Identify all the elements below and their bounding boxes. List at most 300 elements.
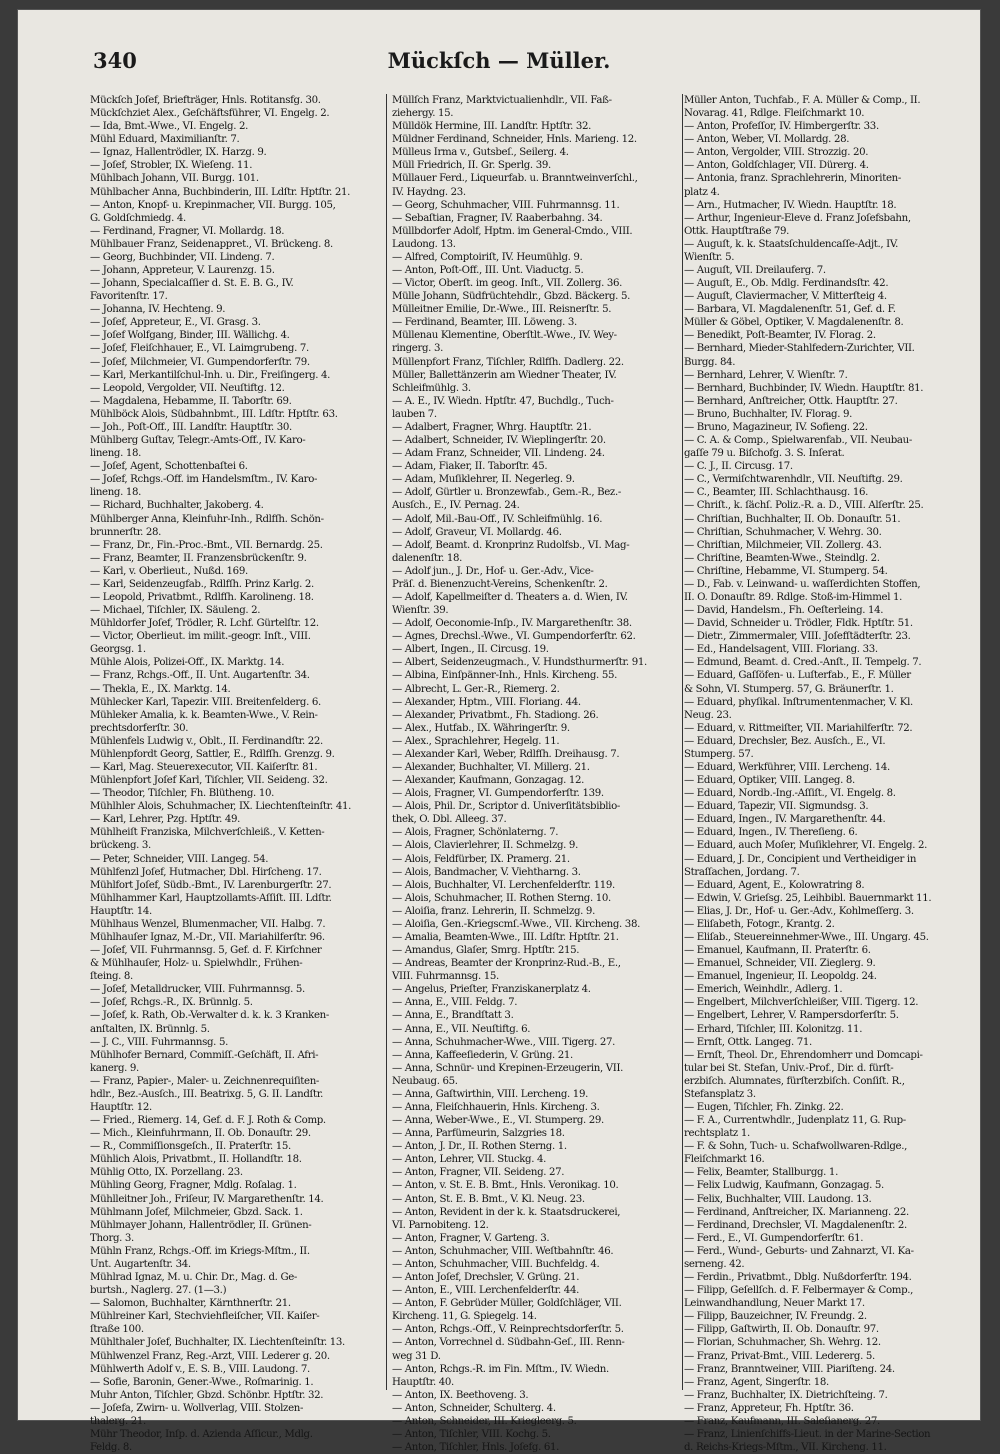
directory-entry-line: — C. A. & Comp., Spielwarenfab., VII. Neubau-: [684, 435, 912, 447]
directory-entry-line: Mühlbach Johann, VII. Burgg. 101.: [90, 173, 259, 185]
directory-entry-line: — Anton, Schuhmacher, VIII. Buchfeldg. 4.: [392, 1258, 600, 1270]
directory-entry-line: — Engelbert, Lehrer, V. Rampersdorferſtr. 5.: [684, 1010, 899, 1022]
directory-entry-line: — Eduard, J. Dr., Concipient und Vertheidiger in: [684, 853, 917, 865]
directory-entry-line: Mühlböck Alois, Südbahnbmt., III. Ldſtr. Hptſtr. 63.: [90, 408, 338, 420]
directory-entry-line: — Magdalena, Hebamme, II. Taborſtr. 69.: [90, 395, 292, 407]
directory-entry-line: — Andreas, Beamter der Kronprinz-Rud.-B., E.,: [392, 958, 621, 970]
directory-entry-line: — Adam, Fiaker, II. Taborſtr. 45.: [392, 461, 548, 473]
directory-entry-line: — Anna, E., Brandſtatt 3.: [392, 1010, 514, 1022]
directory-entry-line: — Karl, Seidenzeugfab., Rdlfſh. Prinz Karlg. 2.: [90, 578, 314, 590]
directory-entry-line: Ottk. Hauptſtraße 79.: [684, 225, 790, 237]
directory-entry-line: Müller Anton, Tuchfab., F. A. Müller & Comp., II.: [684, 95, 921, 106]
directory-entry-line: — Franz, Rchgs.-Off., II. Unt. Augartenſtr. 34.: [90, 670, 310, 682]
directory-entry-line: — Franz, Beamter, II. Franzensbrückenſtr. 9.: [90, 552, 307, 564]
directory-entry-line: — Chriſtian, Buchhalter, II. Ob. Donauſtr. 51.: [684, 513, 901, 525]
directory-entry-line: Präſ. d. Bienenzucht-Vereins, Schenkenſtr. 2.: [392, 578, 608, 590]
directory-entry-line: Favoritenſtr. 17.: [90, 291, 168, 303]
directory-entry-line: — Eduard, Tapezir, VII. Sigmundsg. 3.: [684, 801, 869, 813]
directory-entry-line: — Ferdinand, Fragner, VI. Mollardg. 18.: [90, 225, 285, 237]
directory-entry-line: — Felix, Buchhalter, VIII. Laudong. 13.: [684, 1193, 872, 1205]
directory-entry-line: ſtraße 100.: [90, 1324, 144, 1336]
directory-entry-line: — Eduard, Drechsler, Bez. Ausſch., E., VI.: [684, 735, 886, 747]
directory-entry-line: Mühlenfels Ludwig v., Oblt., II. Ferdinandſtr. 22.: [90, 735, 323, 747]
directory-entry-line: Mühlrad Ignaz, M. u. Chir. Dr., Mag. d. Ge-: [90, 1272, 298, 1284]
directory-entry-line: Ausſch., E., IV. Pernag. 24.: [392, 500, 520, 512]
directory-entry-line: — Karl, Lehrer, Pzg. Hptſtr. 49.: [90, 814, 241, 826]
directory-entry-line: — Adolf, Kapellmeiſter d. Theaters a. d. Wien, IV.: [392, 591, 628, 603]
directory-entry-line: Neug. 23.: [684, 709, 732, 721]
directory-entry-line: Müllbdorfer Adolf, Hptm. im General-Cmdo., VIII.: [392, 225, 633, 237]
directory-entry-line: — A. E., IV. Wiedn. Hptſtr. 47, Buchdlg., Tuch-: [392, 395, 614, 407]
directory-entry-line: — Alois, Schuhmacher, II. Rothen Sterng. 10.: [392, 892, 611, 904]
directory-entry-line: — Agnes, Drechsl.-Wwe., VI. Gumpendorferſtr. 62.: [392, 631, 636, 643]
directory-entry-line: — Chriſtian, Milchmeier, VII. Zollerg. 43.: [684, 539, 882, 551]
directory-entry-line: — Aloiſia, franz. Lehrerin, II. Schmelzg. 9.: [392, 905, 595, 917]
directory-entry-line: Wienſtr. 5.: [684, 251, 735, 263]
directory-entry-line: brunnerſtr. 28.: [90, 526, 162, 538]
directory-entry-line: Mühlthaler Joſef, Buchhalter, IX. Liechtenſteinſtr. 13.: [90, 1337, 345, 1349]
directory-entry-line: — Anton, Schuhmacher, VIII. Weſtbahnſtr. 46.: [392, 1245, 614, 1257]
directory-entry-line: Fleiſchmarkt 16.: [684, 1154, 765, 1166]
directory-entry-line: Müll Friedrich, II. Gr. Sperlg. 39.: [392, 160, 551, 172]
directory-entry-line: — Alois, Clavierlehrer, II. Schmelzg. 9.: [392, 840, 578, 852]
directory-entry-line: — Dietr., Zimmermaler, VIII. Joſefſtädterſtr. 23.: [684, 631, 911, 643]
directory-entry-line: — Eduard, Ingen., IV. Margarethenſtr. 44.: [684, 814, 886, 826]
directory-entry-line: — Alois, Buchhalter, VI. Lerchenfelderſtr. 119.: [392, 879, 615, 891]
directory-entry-line: Muhr Anton, Tiſchler, Gbzd. Schönbr. Hptſtr. 32.: [90, 1389, 324, 1401]
directory-entry-line: — Eduard, auch Moſer, Muſiklehrer, VI. Engelg. 2.: [684, 840, 928, 852]
page-number: 340: [93, 48, 137, 73]
directory-entry-line: — Ed., Handelsagent, VIII. Floriang. 33.: [684, 644, 878, 656]
directory-entry-line: Mühlmann Joſef, Milchmeier, Gbzd. Sack. 1.: [90, 1206, 303, 1218]
directory-entry-line: — Eduard, Ingen., IV. Thereſieng. 6.: [684, 827, 858, 839]
directory-entry-line: — Johann, Appreteur, V. Laurenzg. 15.: [90, 265, 275, 277]
directory-entry-line: — Anton, Fragner, V. Garteng. 3.: [392, 1232, 550, 1244]
directory-entry-line: — Alexander, Kaufmann, Gonzagag. 12.: [392, 775, 585, 787]
directory-entry-line: dalenenſtr. 18.: [392, 552, 463, 564]
directory-entry-line: — Anna, Schnür- und Krepinen-Erzeugerin, VII.: [392, 1062, 624, 1074]
directory-entry-line: — Alois, Feldfürber, IX. Pramerg. 21.: [392, 853, 570, 865]
directory-entry-line: — Bruno, Buchhalter, IV. Florag. 9.: [684, 408, 853, 420]
directory-entry-line: — Emanuel, Kaufmann, II. Praterſtr. 6.: [684, 945, 871, 957]
directory-entry-line: — Joſefa, Zwirn- u. Wollverlag, VIII. Stolzen-: [90, 1402, 304, 1414]
directory-entry-line: Mühlreiner Karl, Stechviehfleiſcher, VII. Kaiſer-: [90, 1311, 320, 1323]
directory-entry-line: Mühlenpfort Joſef Karl, Tiſchler, VII. Seideng. 32.: [90, 775, 328, 787]
directory-entry-line: — Anton, Profeſſor, IV. Himbergerſtr. 33.: [684, 121, 879, 133]
directory-entry-line: Mühlhaus Wenzel, Blumenmacher, VII. Halbg. 7.: [90, 918, 326, 930]
running-title: Mückſch — Müller.: [387, 48, 611, 73]
directory-entry-line: Stumperg. 57.: [684, 748, 754, 760]
directory-entry-line: Mühlheiſt Franziska, Milchverſchleiß., V. Ketten-: [90, 827, 325, 839]
directory-entry-line: — Bernhard, Anſtreicher, Ottk. Hauptſtr. 27.: [684, 395, 898, 407]
directory-entry-line: Mülleus Irma v., Gutsbeſ., Seilerg. 4.: [392, 147, 569, 159]
directory-entry-line: Mühlfort Joſef, Südb.-Bmt., IV. Larenburgerſtr. 27.: [90, 879, 332, 891]
directory-entry-line: — Anton, Goldſchlager, VII. Dürerg. 4.: [684, 160, 869, 172]
directory-entry-line: — Eliſab., Steuereinnehmer-Wwe., III. Ungarg. 45.: [684, 932, 929, 943]
directory-entry-line: — Eliſabeth, Fotogr., Krantg. 2.: [684, 918, 835, 930]
directory-entry-line: — Adolf jun., J. Dr., Hof- u. Ger.-Adv., Vice-: [392, 565, 594, 577]
directory-entry-line: — Anton Joſef, Drechsler, V. Grüng. 21.: [392, 1272, 580, 1284]
directory-entry-line: Mühling Georg, Fragner, Mdlg. Roſalag. 1.: [90, 1180, 297, 1192]
directory-entry-line: — Victor, Oberſt. im geog. Inſt., VII. Zollerg. 36.: [392, 278, 622, 290]
directory-entry-line: Mühlberg Guſtav, Telegr.-Amts-Off., IV. Karo-: [90, 435, 306, 447]
directory-entry-line: — Franz, Privat-Bmt., VIII. Ledererg. 5.: [684, 1350, 875, 1362]
directory-entry-line: — David, Schneider u. Trödler, Fldk. Hptſtr. 51.: [684, 618, 913, 630]
directory-entry-line: — Albert, Ingen., II. Circusg. 19.: [392, 644, 549, 656]
directory-entry-line: VI. Parnobiteng. 12.: [392, 1219, 489, 1231]
directory-entry-line: lineng. 18.: [90, 448, 142, 460]
directory-entry-line: — Ferd., E., VI. Gumpendorferſtr. 61.: [684, 1232, 864, 1244]
directory-entry-line: — Sofie, Baronin, Gener.-Wwe., Roſmarinig. 1.: [90, 1376, 314, 1388]
directory-entry-line: Wienſtr. 39.: [392, 605, 449, 617]
directory-entry-line: — Michael, Tiſchler, IX. Säuleng. 2.: [90, 605, 261, 617]
directory-entry-line: Müller & Göbel, Optiker, V. Magdalenenſtr. 8.: [684, 317, 904, 329]
directory-entry-line: Mühlfenzl Joſef, Hutmacher, Dbl. Hirſcheng. 17.: [90, 866, 322, 878]
directory-entry-line: — Anna, E., VIII. Feldg. 7.: [392, 997, 518, 1009]
directory-entry-line: — Anton, Lehrer, VII. Stuckg. 4.: [392, 1154, 547, 1166]
directory-entry-line: — Joſef, VII. Fuhrmannsg. 5, Gef. d. F. Kirſchner: [90, 945, 322, 957]
directory-entry-line: — Joſef Wolfgang, Binder, III. Wällichg. 4.: [90, 330, 290, 342]
directory-entry-line: — Anna, Kaffeeſiederin, V. Grüng. 21.: [392, 1049, 573, 1061]
directory-entry-line: Burgg. 84.: [684, 356, 736, 368]
directory-entry-line: — Bernhard, Buchbinder, IV. Wiedn. Hauptſtr. 81.: [684, 382, 924, 394]
directory-entry-line: Mühleker Amalia, k. k. Beamten-Wwe., V. Rein-: [90, 709, 318, 721]
directory-entry-line: — Anton, Tiſchler, Hnls. Joſefg. 61.: [392, 1442, 560, 1454]
directory-entry-line: — Alexander, Hptm., VIII. Floriang. 44.: [392, 696, 581, 708]
directory-entry-line: & Mühlhauſer, Holz- u. Spielwhdlr., Frühen-: [90, 958, 303, 970]
directory-entry-line: — Bernhard, Mieder-Stahlfedern-Zurichter, VII.: [684, 343, 915, 355]
directory-entry-line: — Ferdinand, Drechsler, VI. Magdalenenſtr. 2.: [684, 1219, 907, 1231]
directory-entry-line: — Johanna, IV. Hechteng. 9.: [90, 304, 226, 316]
directory-entry-line: — Anton, Rchgs.-R. im Fin. Mſtm., IV. Wiedn.: [392, 1363, 609, 1375]
directory-entry-line: — Alois, Bandmacher, V. Viehtharng. 3.: [392, 866, 581, 878]
directory-entry-line: — Alois, Phil. Dr., Scriptor d. Univerſitätsbiblio-: [392, 801, 620, 813]
directory-entry-line: Mühln Franz, Rchgs.-Off. im Kriegs-Mſtm., II.: [90, 1245, 310, 1257]
directory-entry-line: hdlr., Bez.-Ausſch., III. Beatrixg. 5, G. II. Landſtr.: [90, 1088, 323, 1100]
directory-entry-line: & Sohn, VI. Stumperg. 57, G. Bräunerſtr. 1.: [684, 683, 894, 695]
directory-entry-line: VIII. Fuhrmannsg. 15.: [392, 971, 499, 983]
directory-entry-line: — Adolf, Beamt. d. Kronprinz Rudolfsb., VI. Mag-: [392, 539, 630, 551]
directory-entry-line: — Arthur, Ingenieur-Eleve d. Franz Joſefsbahn,: [684, 212, 911, 224]
directory-entry-line: — Felix, Beamter, Stallburgg. 1.: [684, 1167, 838, 1179]
directory-entry-line: — Thekla, E., IX. Marktg. 14.: [90, 683, 231, 695]
directory-entry-line: Mühldorfer Joſef, Trödler, R. Lchf. Gürtelſtr. 12.: [90, 618, 319, 630]
directory-entry-line: Müllauer Ferd., Liqueurfab. u. Branntweinverſchl.,: [392, 173, 638, 185]
directory-entry-line: — Alex., Sprachlehrer, Hegelg. 11.: [392, 735, 560, 747]
directory-entry-line: — Anton, Fragner, VII. Seideng. 27.: [392, 1167, 565, 1179]
directory-entry-line: — R., Commiſſionsgeſch., II. Praterſtr. 15.: [90, 1141, 291, 1153]
directory-entry-line: — Anton, E., VIII. Lerchenfelderſtr. 44.: [392, 1285, 579, 1297]
directory-entry-line: — Albert, Seidenzeugmach., V. Hundsthurmerſtr. 91.: [392, 657, 647, 669]
directory-entry-line: — Fried., Riemerg. 14, Gef. d. F. J. Roth & Comp.: [90, 1115, 326, 1127]
directory-entry-line: — Ignaz, Hallentrödler, IX. Harzg. 9.: [90, 147, 267, 159]
directory-entry-line: — Adolf, Oeconomie-Inſp., IV. Margarethenſtr. 38.: [392, 618, 632, 630]
directory-entry-line: Hauptſtr. 40.: [392, 1376, 454, 1388]
directory-entry-line: Mühlwerth Adolf v., E. S. B., VIII. Laudong. 7.: [90, 1363, 310, 1375]
directory-entry-line: Feldg. 8.: [90, 1442, 132, 1454]
directory-entry-line: prechtsdorferſtr. 30.: [90, 722, 189, 734]
directory-entry-line: — F. & Sohn, Tuch- u. Schafwollwaren-Rdlge.,: [684, 1141, 907, 1153]
directory-entry-line: — Chriſtine, Hebamme, VI. Stumperg. 54.: [684, 565, 888, 577]
directory-entry-line: Stefansplatz 3.: [684, 1088, 756, 1100]
directory-entry-line: Mühlberger Anna, Kleinfuhr-Inh., Rdlfſh. Schön-: [90, 513, 324, 525]
directory-entry-line: — Joſef, Rchgs.-Off. im Handelsmſtm., IV. Karo-: [90, 474, 318, 486]
directory-entry-line: Mückſchziet Alex., Geſchäftsführer, VI. Engelg. 2.: [90, 108, 330, 120]
directory-entry-line: IV. Haydng. 23.: [392, 186, 466, 198]
directory-entry-line: Laudong. 13.: [392, 238, 456, 250]
directory-entry-line: — Chriſtian, Schuhmacher, V. Wehrg. 30.: [684, 526, 882, 538]
directory-entry-line: — Ferdin., Privatbmt., Dblg. Nußdorferſtr. 194.: [684, 1272, 912, 1284]
directory-entry-line: — Eduard, phyſikal. Inſtrumentenmacher, V. Kl.: [684, 696, 913, 708]
directory-entry-line: Unt. Augartenſtr. 34.: [90, 1258, 191, 1270]
directory-entry-line: — Adolf, Mil.-Bau-Off., IV. Schleifmühlg. 16.: [392, 513, 603, 525]
directory-entry-line: — Auguſt, Claviermacher, V. Mitterſteig 4.: [684, 291, 887, 303]
directory-entry-line: — Anton, Schneider, III. Kriegleerg. 5.: [392, 1415, 577, 1427]
directory-entry-line: Mühlenpfordt Georg, Sattler, E., Rdlfſh. Grenzg. 9.: [90, 748, 335, 760]
directory-entry-line: ringerg. 3.: [392, 343, 443, 355]
directory-entry-line: Mühlecker Karl, Tapezir. VIII. Breitenfelderg. 6.: [90, 696, 321, 708]
directory-entry-line: — Filipp, Gaſtwirth, II. Ob. Donauſtr. 97.: [684, 1324, 879, 1336]
directory-entry-line: — Anton, St. E. B. Bmt., V. Kl. Neug. 23.: [392, 1193, 585, 1205]
directory-entry-line: — J. C., VIII. Fuhrmannsg. 5.: [90, 1036, 228, 1048]
directory-entry-line: — Mich., Kleinfuhrmann, II. Ob. Donauſtr. 29.: [90, 1128, 311, 1140]
directory-entry-line: Mühlhammer Karl, Hauptzollamts-Aſſiſt. III. Ldſtr.: [90, 892, 332, 904]
directory-entry-line: brückeng. 3.: [90, 840, 151, 852]
directory-entry-line: — Ernſt, Ottk. Langeg. 71.: [684, 1036, 812, 1048]
directory-entry-line: — Karl, Merkantilſchul-Inh. u. Dir., Freiſingerg. 4.: [90, 369, 331, 381]
directory-entry-line: — Franz, Appreteur, Fh. Hptſtr. 36.: [684, 1402, 854, 1414]
directory-entry-line: Müllſch Franz, Marktvictualienhdlr., VII. Faß-: [392, 95, 612, 106]
directory-entry-line: Mühlbauer Franz, Seidenappret., VI. Brückeng. 8.: [90, 238, 333, 250]
page-header: [18, 48, 980, 78]
directory-entry-line: — Alfred, Comptoiriſt, IV. Heumühlg. 9.: [392, 251, 583, 263]
directory-entry-line: — Franz, Papier-, Maler- u. Zeichnenrequiſiten-: [90, 1075, 320, 1087]
directory-entry-line: — Karl, Mag. Steuerexecutor, VII. Kaiſerſtr. 81.: [90, 761, 318, 773]
directory-entry-line: — Florian, Schuhmacher, Sh. Wehrg. 12.: [684, 1337, 881, 1349]
directory-entry-line: — Adam Franz, Schneider, VII. Lindeng. 24.: [392, 448, 605, 460]
directory-entry-line: — Franz, Linienſchiffs-Lieut. in der Marine-Section: [684, 1428, 931, 1440]
directory-entry-line: II. O. Donauſtr. 89. Rdlge. Stoß-im-Himmel 1.: [684, 591, 903, 603]
directory-entry-line: — Chriſtine, Beamten-Wwe., Steindlg. 2.: [684, 552, 880, 564]
directory-entry-line: — Sebaſtian, Fragner, IV. Raaberbahng. 34.: [392, 212, 603, 224]
directory-entry-line: ſteing. 8.: [90, 971, 133, 983]
directory-entry-line: — Felix Ludwig, Kaufmann, Gonzagag. 5.: [684, 1180, 884, 1192]
directory-entry-line: burtsh., Naglerg. 27. (1—3.): [90, 1285, 227, 1297]
directory-entry-line: — Emerich, Weinhdlr., Adlerg. 1.: [684, 984, 843, 996]
directory-entry-line: — Adam, Muſiklehrer, II. Negerleg. 9.: [392, 474, 575, 486]
directory-entry-line: — Johann, Specialcaſſier d. St. E. B. G., IV.: [90, 278, 294, 290]
directory-entry-line: Müldner Ferdinand, Schneider, Hnls. Marieng. 12.: [392, 134, 637, 146]
directory-entry-line: rechtsplatz 1.: [684, 1128, 750, 1140]
directory-entry-line: Müllenpfort Franz, Tiſchler, Rdlfſh. Dadlerg. 22.: [392, 356, 624, 368]
directory-entry-line: — Adolf, Graveur, VI. Mollardg. 46.: [392, 526, 562, 538]
directory-entry-line: Mühlhofer Bernard, Commiſſ.-Geſchäft, II. Afri-: [90, 1049, 319, 1061]
directory-entry-line: — Chriſt., k. ſächſ. Poliz.-R. a. D., VIII. Alſerſtr. 25.: [684, 500, 924, 512]
directory-entry-line: — Arn., Hutmacher, IV. Wiedn. Hauptſtr. 18.: [684, 199, 897, 211]
directory-entry-line: — Alois, Fragner, VI. Gumpendorferſtr. 139.: [392, 788, 604, 800]
directory-entry-line: thalerg. 21.: [90, 1415, 146, 1427]
directory-entry-line: — Leopold, Vergolder, VII. Neuſtiftg. 12.: [90, 382, 285, 394]
directory-entry-line: — Karl, v. Oberlieut., Nußd. 169.: [90, 565, 248, 577]
directory-entry-line: — Anton, Knopf- u. Krepinmacher, VII. Burgg. 105,: [90, 199, 336, 211]
directory-entry-line: — C., Vermiſchtwarenhdlr., VII. Neuſtiftg. 29.: [684, 474, 903, 486]
directory-entry-line: Mückſch Joſef, Briefträger, Hnls. Rotitansfg. 30.: [90, 95, 321, 106]
directory-entry-line: — Amandus, Glaſer, Smrg. Hptſtr. 215.: [392, 945, 580, 957]
directory-entry-line: — Benedikt, Poſt-Beamter, IV. Florag. 2.: [684, 330, 876, 342]
directory-entry-line: — Bruno, Magazineur, IV. Sofieng. 22.: [684, 421, 868, 433]
directory-entry-line: Mühlwenzel Franz, Reg.-Arzt, VIII. Lederer g. 20.: [90, 1350, 330, 1362]
directory-entry-line: — Amalia, Beamten-Wwe., III. Ldſtr. Hptſtr. 21.: [392, 932, 619, 943]
directory-entry-line: — Anton, F. Gebrüder Müller, Goldſchläger, VII.: [392, 1298, 622, 1310]
directory-entry-line: — C., Beamter, III. Schlachthausg. 16.: [684, 487, 868, 499]
directory-entry-line: weg 31 D.: [392, 1350, 441, 1362]
directory-entry-line: — Eduard, Gaſſöfen- u. Luſterfab., E., F. Müller: [684, 670, 911, 682]
directory-entry-line: — Victor, Oberlieut. im milit.-geogr. Inſt., VIII.: [90, 631, 311, 643]
directory-entry-line: lauben 7.: [392, 408, 437, 420]
directory-entry-line: gaſſe 79 u. Biſchofg. 3. S. Inſerat.: [684, 448, 845, 460]
column-divider-left: [386, 94, 387, 1390]
directory-entry-line: Leinwandhandlung, Neuer Markt 17.: [684, 1298, 865, 1310]
directory-entry-line: — Leopold, Privatbmt., Rdlfſh. Karolineng. 18.: [90, 591, 314, 603]
directory-entry-line: — Barbara, VI. Magdalenenſtr. 51, Gef. d. F.: [684, 304, 896, 316]
directory-entry-line: — Anton, v. St. E. B. Bmt., Hnls. Veronikag. 10.: [392, 1180, 619, 1192]
directory-entry-line: — Joſef, Metalldrucker, VIII. Fuhrmannsg. 5.: [90, 984, 305, 996]
directory-entry-line: — Joſef, Strobler, IX. Wieſeng. 11.: [90, 160, 253, 172]
directory-entry-line: — Alexander, Buchhalter, VI. Millerg. 21.: [392, 761, 590, 773]
directory-entry-line: — Edmund, Beamt. d. Cred.-Anſt., II. Tempelg. 7.: [684, 657, 922, 669]
directory-entry-line: Müller, Ballettänzerin am Wiedner Theater, IV.: [392, 369, 617, 381]
directory-entry-line: — Franz, Branntweiner, VIII. Piariſteng. 24.: [684, 1363, 895, 1375]
directory-page: [18, 10, 980, 1454]
directory-entry-line: — Anton, Poſt-Off., III. Unt. Viaductg. 5.: [392, 265, 584, 277]
directory-entry-line: — Alexander Karl, Weber, Rdlfſh. Dreihausg. 7.: [392, 748, 620, 760]
directory-entry-line: — Joh., Poſt-Off., III. Landſtr. Hauptſtr. 30.: [90, 421, 292, 433]
directory-entry-line: Mühlich Alois, Privatbmt., II. Hollandſtr. 18.: [90, 1154, 302, 1166]
directory-entry-line: — Anton, Vergolder, VIII. Strozzig. 20.: [684, 147, 869, 159]
directory-entry-line: — Emanuel, Schneider, VII. Zieglerg. 9.: [684, 958, 876, 970]
directory-entry-line: — Auguſt, k. k. Staatsſchuldencaſſe-Adjt., IV.: [684, 238, 898, 250]
directory-entry-line: — Anton, Rchgs.-Off., V. Reinprechtsdorferſtr. 5.: [392, 1324, 624, 1336]
directory-entry-line: — Engelbert, Milchverſchleißer, VIII. Tigerg. 12.: [684, 997, 919, 1009]
directory-entry-line: — Franz, Dr., Fin.-Proc.-Bmt., VII. Bernardg. 25.: [90, 539, 323, 551]
directory-entry-line: — Antonia, franz. Sprachlehrerin, Minoriten-: [684, 173, 901, 185]
directory-entry-line: G. Goldſchmiedg. 4.: [90, 212, 186, 224]
directory-entry-line: Schleifmühlg. 3.: [392, 382, 471, 394]
directory-entry-line: — Anna, Schuhmacher-Wwe., VIII. Tigerg. 27.: [392, 1036, 616, 1048]
directory-entry-line: — Anna, Weber-Wwe., E., VI. Stumperg. 29.: [392, 1115, 604, 1127]
directory-entry-line: — Auguſt, VII. Dreilauferg. 7.: [684, 265, 826, 277]
directory-entry-line: — Albrecht, L. Ger.-R., Riemerg. 2.: [392, 683, 560, 695]
directory-entry-line: — Anton, Tiſchler, VIII. Kochg. 5.: [392, 1428, 551, 1440]
directory-entry-line: — Anna, Parfümeurin, Salzgries 18.: [392, 1128, 565, 1140]
directory-entry-line: Novarag. 41, Rdlge. Fleiſchmarkt 10.: [684, 108, 865, 120]
directory-entry-line: — Edwin, V. Grieſsg. 25, Leihbibl. Bauernmarkt 11.: [684, 892, 932, 904]
directory-entry-line: — D., Fab. v. Leinwand- u. waſſerdichten Stoffen,: [684, 578, 921, 590]
directory-entry-line: — Georg, Schuhmacher, VIII. Fuhrmannsg. 11.: [392, 199, 620, 211]
directory-entry-line: Thorg. 3.: [90, 1232, 134, 1244]
directory-entry-line: — Eduard, Nordb.-Ing.-Aſſiſt., VI. Engelg. 8.: [684, 788, 896, 800]
directory-entry-line: — Ida, Bmt.-Wwe., VI. Engelg. 2.: [90, 121, 249, 133]
directory-entry-line: — Adalbert, Fragner, Whrg. Hauptſtr. 21.: [392, 421, 592, 433]
directory-entry-line: Hauptſtr. 14.: [90, 905, 152, 917]
directory-entry-line: — Bernhard, Lehrer, V. Wienſtr. 7.: [684, 369, 848, 381]
directory-entry-line: — Adolf, Gürtler u. Bronzewfab., Gem.-R., Bez.-: [392, 487, 621, 499]
directory-entry-line: — Anton, Schneider, Schulterg. 4.: [392, 1402, 556, 1414]
directory-entry-line: — Joſef, Rchgs.-R., IX. Brünnlg. 5.: [90, 997, 253, 1009]
directory-entry-line: — Joſef, Fleiſchhauer, E., VI. Laimgrubeng. 7.: [90, 343, 309, 355]
directory-entry-line: — Joſef, Agent, Schottenbaſtei 6.: [90, 461, 248, 473]
directory-entry-line: — Eugen, Tiſchler, Fh. Zinkg. 22.: [684, 1102, 844, 1114]
directory-entry-line: — Anna, Gaſtwirthin, VIII. Lercheng. 19.: [392, 1088, 588, 1100]
directory-entry-line: — Ernſt, Theol. Dr., Ehrendomherr und Domcapi-: [684, 1049, 923, 1061]
directory-entry-line: Mühlleitner Joh., Friſeur, IV. Margarethenſtr. 14.: [90, 1193, 324, 1205]
directory-entry-line: — Albina, Einſpänner-Inh., Hnls. Kircheng. 55.: [392, 670, 617, 682]
directory-entry-line: — Anna, E., VII. Neuſtiftg. 6.: [392, 1023, 531, 1035]
directory-entry-line: — Alexander, Privatbmt., Fh. Stadiong. 26.: [392, 709, 599, 721]
directory-entry-line: — C. J., II. Circusg. 17.: [684, 461, 793, 473]
directory-entry-line: — Peter, Schneider, VIII. Langeg. 54.: [90, 853, 269, 865]
directory-entry-line: — Adalbert, Schneider, IV. Wieplingerſtr. 20.: [392, 435, 606, 447]
directory-entry-line: — Ferdinand, Beamter, III. Löweng. 3.: [392, 317, 577, 329]
directory-entry-line: — Ferdinand, Anſtreicher, IX. Marianneng. 22.: [684, 1206, 909, 1218]
directory-entry-line: Mühlmayer Johann, Hallentrödler, II. Grünen-: [90, 1219, 312, 1231]
directory-entry-line: — Anton, Weber, VI. Mollardg. 28.: [684, 134, 850, 146]
directory-entry-line: Müllenau Klementine, Oberſtlt.-Wwe., IV. Wey-: [392, 330, 617, 342]
directory-entry-line: — Anton, Vorrechnel d. Südbahn-Geſ., III. Renn-: [392, 1337, 625, 1349]
directory-entry-line: — Alois, Fragner, Schönlaterng. 7.: [392, 827, 559, 839]
directory-entry-line: — Elias, J. Dr., Hof- u. Ger.-Adv., Kohlmeſſerg. 3.: [684, 905, 914, 917]
directory-entry-line: Mülle Johann, Südfrüchtehdlr., Gbzd. Bäckerg. 5.: [392, 291, 630, 303]
directory-entry-line: — Georg, Buchbinder, VII. Lindeng. 7.: [90, 251, 275, 263]
directory-column-1: [90, 94, 382, 1454]
directory-entry-line: — Emanuel, Ingenieur, II. Leopoldg. 24.: [684, 971, 877, 983]
directory-entry-line: Kircheng. 11, G. Spiegelg. 14.: [392, 1311, 537, 1323]
directory-entry-line: — Theodor, Tiſchler, Fh. Blütheng. 10.: [90, 788, 274, 800]
directory-entry-line: serneng. 42.: [684, 1258, 745, 1270]
directory-entry-line: — Joſef, Appreteur, E., VI. Grasg. 3.: [90, 317, 261, 329]
directory-column-2: [392, 94, 684, 1454]
directory-entry-line: lineng. 18.: [90, 487, 142, 499]
directory-entry-line: — F. A., Currentwhdlr., Judenplatz 11, G. Rup-: [684, 1115, 906, 1127]
directory-entry-line: Hauptſtr. 12.: [90, 1102, 152, 1114]
directory-entry-line: Mühlbacher Anna, Buchbinderin, III. Ldſtr. Hptſtr. 21.: [90, 186, 351, 198]
directory-entry-line: — Alex., Hutfab., IX. Währingerſtr. 9.: [392, 722, 570, 734]
directory-entry-line: Mühlhler Alois, Schuhmacher, IX. Liechtenſteinſtr. 41.: [90, 801, 351, 813]
directory-entry-line: Mühlhauſer Ignaz, M.-Dr., VII. Mariahilferſtr. 96.: [90, 932, 325, 943]
directory-entry-line: Mühl Eduard, Maximilianſtr. 7.: [90, 134, 240, 146]
directory-entry-line: kanerg. 9.: [90, 1062, 139, 1074]
directory-entry-line: thek, O. Dbl. Alleeg. 37.: [392, 814, 507, 826]
directory-entry-line: Georgsg. 1.: [90, 644, 146, 656]
directory-entry-line: — Salomon, Buchhalter, Kärnthnerſtr. 21.: [90, 1298, 291, 1310]
directory-entry-line: tular bei St. Stefan, Univ.-Prof., Dir. d. fürſt-: [684, 1062, 894, 1074]
directory-column-3: [684, 94, 976, 1454]
directory-entry-line: — Eduard, Werkführer, VIII. Lercheng. 14.: [684, 761, 890, 773]
directory-entry-line: — Anton, J. Dr., II. Rothen Sterng. 1.: [392, 1141, 567, 1153]
directory-entry-line: — Ferd., Wund-, Geburts- und Zahnarzt, VI. Ka-: [684, 1245, 914, 1257]
directory-entry-line: Straſſachen, Jordang. 7.: [684, 866, 800, 878]
directory-entry-line: Neubaug. 65.: [392, 1075, 458, 1087]
directory-entry-line: anſtalten, IX. Brünnlg. 5.: [90, 1023, 210, 1035]
directory-entry-line: — Franz, Agent, Singerſtr. 18.: [684, 1376, 829, 1388]
directory-entry-line: — Filipp, Bauzeichner, IV. Freundg. 2.: [684, 1311, 867, 1323]
directory-entry-line: — Richard, Buchhalter, Jakoberg. 4.: [90, 500, 264, 512]
directory-entry-line: d. Reichs-Kriegs-Mſtm., VII. Kircheng. 11.: [684, 1442, 887, 1454]
directory-entry-line: — Eduard, Agent, E., Kolowratring 8.: [684, 879, 865, 891]
directory-entry-line: — Anton, IX. Beethoveng. 3.: [392, 1389, 529, 1401]
directory-entry-line: Mühle Alois, Polizei-Off., IX. Marktg. 14.: [90, 657, 285, 669]
directory-entry-line: — Filipp, Geſellſch. d. F. Felbermayer & Comp.,: [684, 1285, 914, 1297]
